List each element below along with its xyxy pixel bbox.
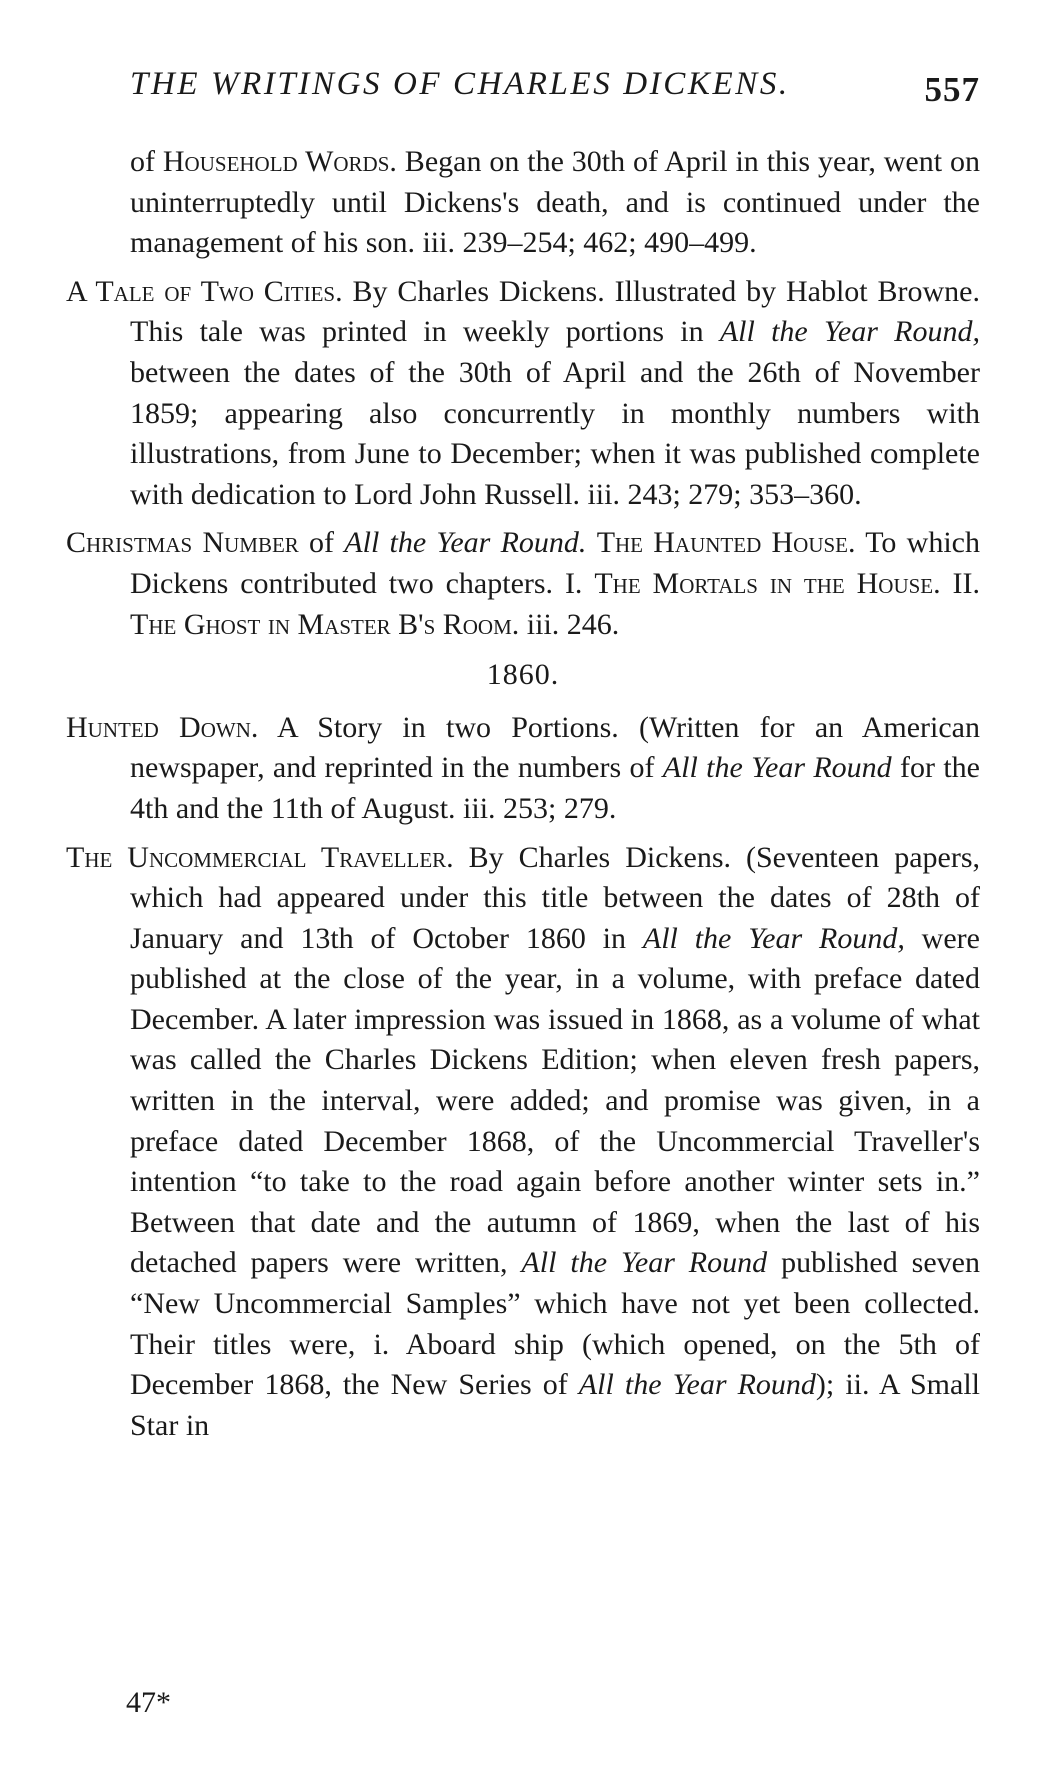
italic-title: All the Year Round [578,1368,816,1402]
page-number: 557 [924,70,980,109]
text-span [586,526,596,559]
italic-title: All the Year Round. [344,526,587,560]
signature-mark: 47* [126,1686,171,1719]
year-heading: 1860. [486,658,560,692]
text-span: published seven “New Uncommercial Samples” which have not yet been collected. Their titles were, i. Aboard ship (which opened, on the 5th of December 1868, the New Series of [130,1246,980,1402]
text-span: . To which Dickens contributed two chapters. I. [130,526,980,600]
entry-christmas-number [66,523,980,645]
entry-tale-of-two-cities [66,272,980,516]
title-small-caps: A Tale of Two Cities [66,274,336,308]
text-span: were published at the close of the year, in a volume, with preface dated December. A later impression was issued in 1868, as a volume of what was called the Charles Dickens Edition; when eleven fresh papers, written in the interval, were added; and promise was given, in a preface dated December 1868, of the Uncommercial Traveller's intention “to take to the road again before another winter sets in.” Between that date and the autumn of 1869, when the last of his detached papers were written, [130,921,980,1280]
text-span: . A Story in two Portions. (Written for an American newspaper, and reprinted in the numbers of [130,710,981,785]
text-span: of [298,526,345,560]
title-small-caps: The Haunted House [596,526,848,560]
page-body [66,142,980,1454]
italic-title: All the Year Round [521,1246,768,1280]
entry-hunted-down [66,708,980,830]
title-small-caps: Household Words [162,145,390,178]
text-span: . By Charles Dickens. Illustrated by Hablot Browne. This tale was printed in weekly portions in [130,274,980,349]
entry-household-words-continued [66,142,980,264]
text-span: of [130,145,163,178]
text-span: . By Charles Dickens. (Seventeen papers, which had appeared under this title between the dates of 28th of January and 13th of October 1860 in [130,840,980,955]
italic-title: All the Year Round, [719,315,980,349]
italic-title: All the Year Round, [642,921,905,955]
text-span: between the dates of the 30th of April and the 26th of November 1859; appearing also concurrently in monthly numbers with illustrations, from June to December; when it was published complete with dedication to Lord John Russell. iii. 243; 279; 353–360. [130,355,980,511]
text-span: . Began on the 30th of April in this year, went on uninterruptedly until Dickens's death, and is continued under the management of his son. iii. 239–254; 462; 490–499. [130,145,980,260]
title-small-caps: The Mortals in the House [594,566,934,600]
title-small-caps: Christmas Number [66,526,299,560]
text-span: for the 4th and the 11th of August. iii. 253; 279. [130,751,980,825]
italic-title: All the Year Round [662,751,892,785]
page-header [130,66,980,116]
title-small-caps: Hunted Down [66,710,251,744]
title-small-caps: The Ghost in Master B's Room [130,607,512,641]
entry-uncommercial-traveller [66,838,980,1447]
text-span: . iii. 246. [511,607,620,641]
running-title: THE WRITINGS OF CHARLES DICKENS. [130,66,790,102]
text-span: . II. [933,566,980,600]
title-small-caps: The Uncommercial Traveller [66,840,447,874]
text-span: ); ii. A Small Star in [130,1368,980,1442]
